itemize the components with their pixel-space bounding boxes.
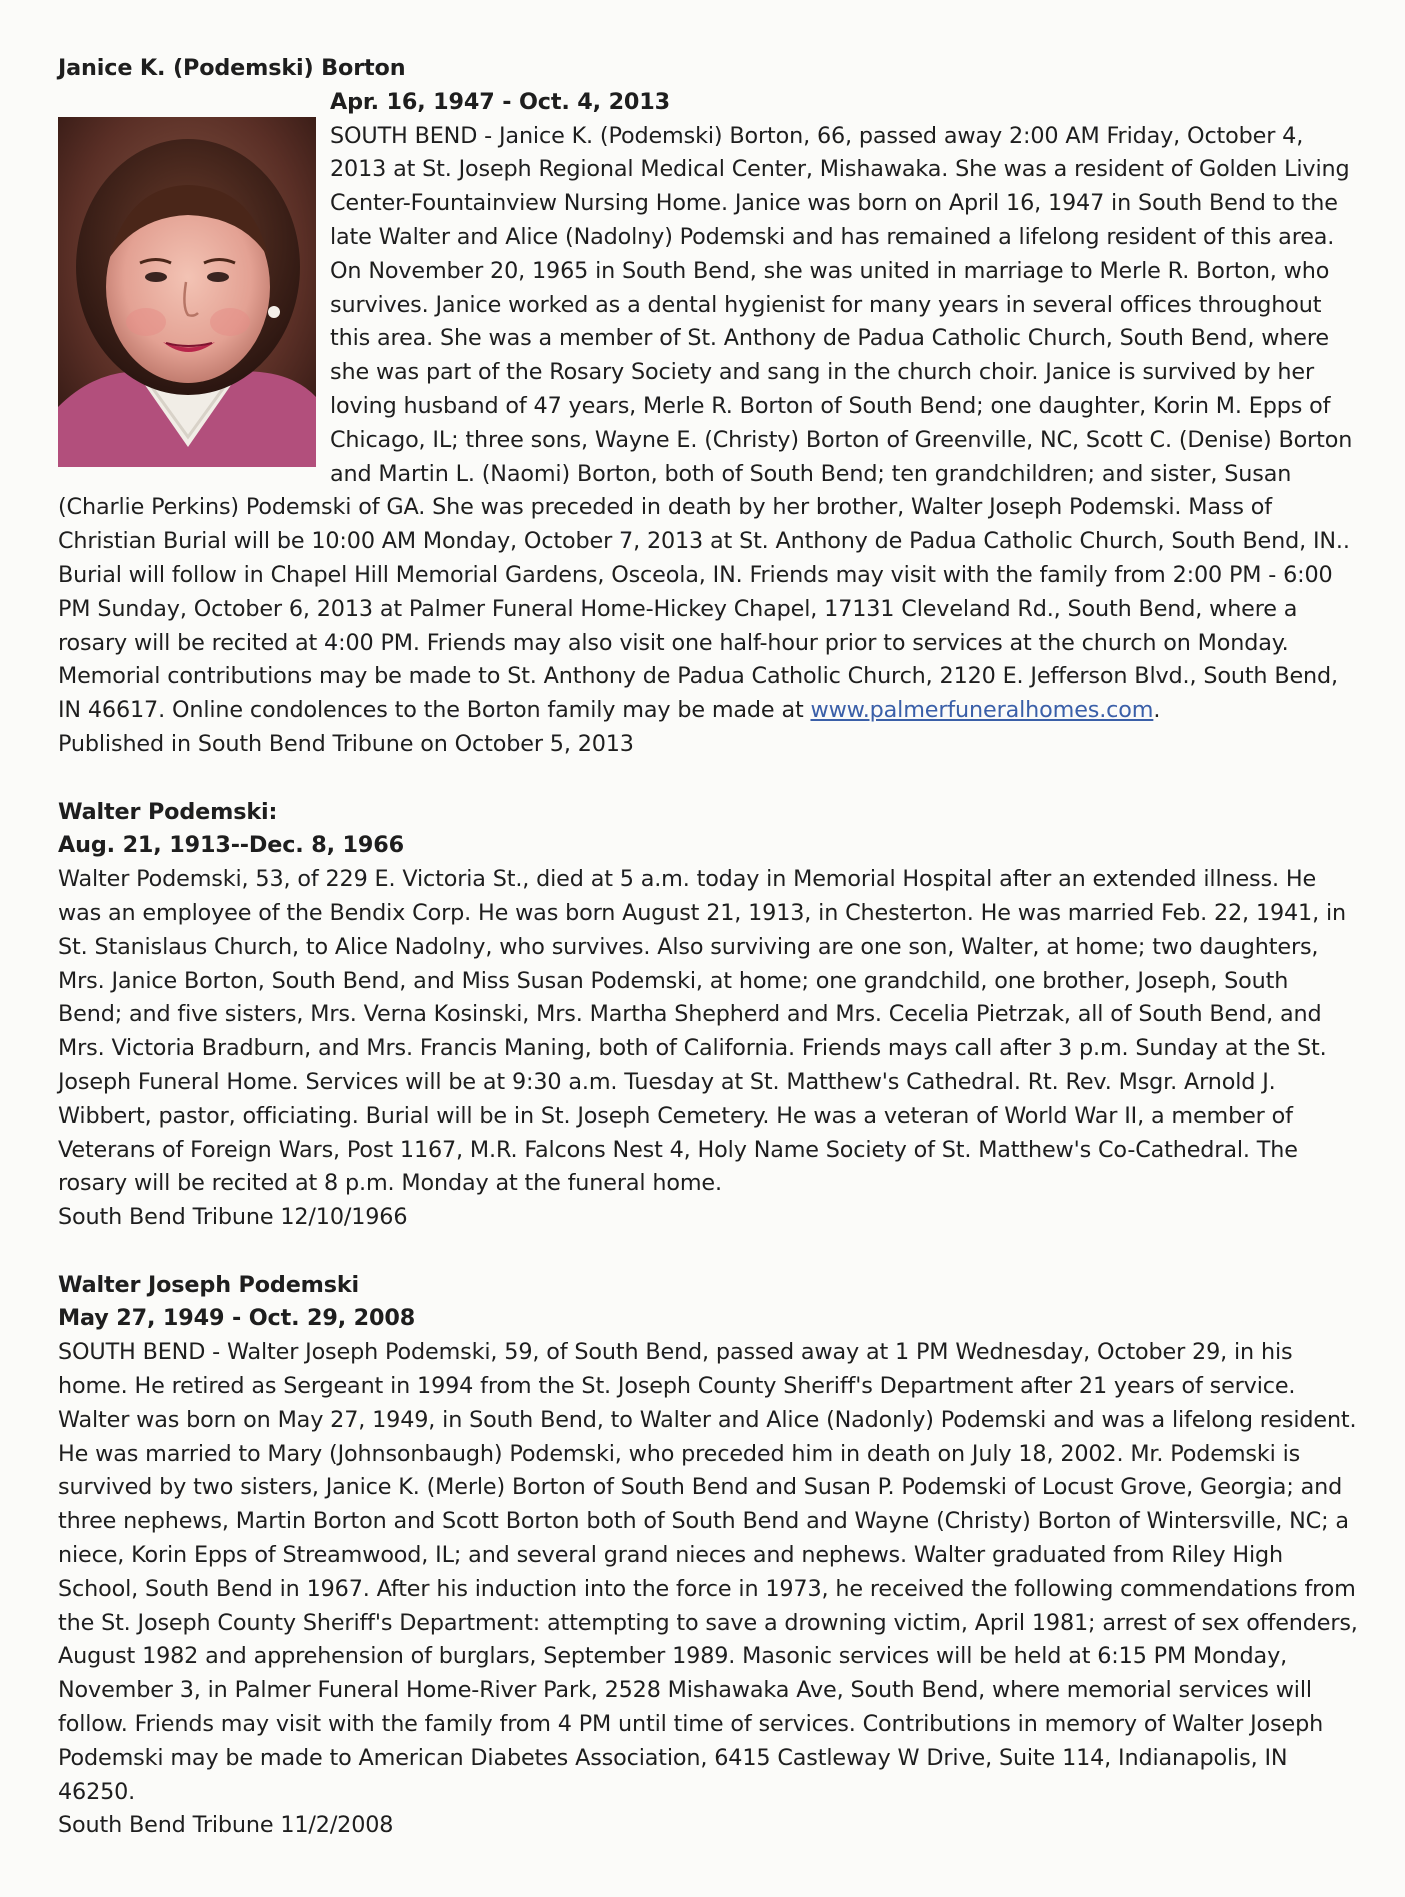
portrait-photo-image: [58, 117, 316, 467]
obituary-walter-podemski: [58, 796, 1358, 1235]
obituary-body-text: SOUTH BEND - Janice K. (Podemski) Borton, 66, passed away 2:00 AM Friday, October 4, 2013 at St. Joseph Regional Medical Center, Mishawaka. She was a resident of Golden Living Center-Fountainview Nursing Home. Janice was born on April 16, 1947 in South Bend to the late Walter and Alice (Nadolny) Podemski and has remained a lifelong resident of this area. On November 20, 1965 in South Bend, she was united in marriage to Merle R. Borton, who survives. Janice worked as a dental hygienist for many years in several offices throughout this area. She was a member of St. Anthony de Padua Catholic Church, South Bend, where she was part of the Rosary Society and sang in the church choir. Janice is survived by her loving husband of 47 years, Merle R. Borton of South Bend; one daughter, Korin M. Epps of Chicago, IL; three sons, Wayne E. (Christy) Borton of Greenville, NC, Scott C. (Denise) Borton and Martin L. (Naomi) Borton, both of South Bend; ten grandchildren; and sister, Susan (Charlie Perkins) Podemski of GA. She was preceded in death by her brother, Walter Joseph Podemski. Mass of Christian Burial will be 10:00 AM Monday, October 7, 2013 at St. Anthony de Padua Catholic Church, South Bend, IN.. Burial will follow in Chapel Hill Memorial Gardens, Osceola, IN. Friends may visit with the family from 2:00 PM - 6:00 PM Sunday, October 6, 2013 at Palmer Funeral Home-Hickey Chapel, 17131 Cleveland Rd., South Bend, where a rosary will be recited at 4:00 PM. Friends may also visit one half-hour prior to services at the church on Monday. Memorial contributions may be made to St. Anthony de Padua Catholic Church, 2120 E. Jefferson Blvd., South Bend, IN 46617. Online condolences to the Borton family may be made at: [58, 122, 1353, 724]
obituary-source: South Bend Tribune 11/2/2008: [58, 1812, 394, 1839]
obituary-janice-borton: [58, 52, 1358, 762]
obituary-body-end: .: [1153, 697, 1161, 724]
obituary-dates: May 27, 1949 - Oct. 29, 2008: [58, 1305, 416, 1332]
obituary-source: South Bend Tribune 12/10/1966: [58, 1204, 408, 1231]
obituary-dates: Apr. 16, 1947 - Oct. 4, 2013: [330, 88, 671, 115]
portrait-photo: [58, 117, 316, 467]
obituary-name: Walter Joseph Podemski: [58, 1271, 360, 1298]
obituary-dates: Aug. 21, 1913--Dec. 8, 1966: [58, 832, 404, 859]
obituary-source: Published in South Bend Tribune on October 5, 2013: [58, 730, 634, 757]
obituary-name: Janice K. (Podemski) Borton: [58, 55, 406, 81]
obituary-name: Walter Podemski:: [58, 798, 278, 825]
obituary-body: Walter Podemski, 53, of 229 E. Victoria St., died at 5 a.m. today in Memorial Hospital after an extended illness. He was an employee of the Bendix Corp. He was born August 21, 1913, in Chesterton. He was married Feb. 22, 1941, in St. Stanislaus Church, to Alice Nadolny, who survives. Also surviving are one son, Walter, at home; two daughters, Mrs. Janice Borton, South Bend, and Miss Susan Podemski, at home; one grandchild, one brother, Joseph, South Bend; and five sisters, Mrs. Verna Kosinski, Mrs. Martha Shepherd and Mrs. Cecelia Pietrzak, all of South Bend, and Mrs. Victoria Bradburn, and Mrs. Francis Maning, both of California. Friends mays call after 3 p.m. Sunday at the St. Joseph Funeral Home. Services will be at 9:30 a.m. Tuesday at St. Matthew's Cathedral. Rt. Rev. Msgr. Arnold J. Wibbert, pastor, officiating. Burial will be in St. Joseph Cemetery. He was a veteran of World War II, a member of Veterans of Foreign Wars, Post 1167, M.R. Falcons Nest 4, Holy Name Society of St. Matthew's Co-Cathedral. The rosary will be recited at 8 p.m. Monday at the funeral home.: [58, 866, 1346, 1197]
obituary-document: [58, 52, 1358, 1843]
obituary-body: SOUTH BEND - Walter Joseph Podemski, 59, of South Bend, passed away at 1 PM Wednesday, October 29, in his home. He retired as Sergeant in 1994 from the St. Joseph County Sheriff's Department after 21 years of service. Walter was born on May 27, 1949, in South Bend, to Walter and Alice (Nadonly) Podemski and was a lifelong resident. He was married to Mary (Johnsonbaugh) Podemski, who preceded him in death on July 18, 2002. Mr. Podemski is survived by two sisters, Janice K. (Merle) Borton of South Bend and Susan P. Podemski of Locust Grove, Georgia; and three nephews, Martin Borton and Scott Borton both of South Bend and Wayne (Christy) Borton of Wintersville, NC; a niece, Korin Epps of Streamwood, IL; and several grand nieces and nephews. Walter graduated from Riley High School, South Bend in 1967. After his induction into the force in 1973, he received the following commendations from the St. Joseph County Sheriff's Department: attempting to save a drowning victim, April 1981; arrest of sex offenders, August 1982 and apprehension of burglars, September 1989. Masonic services will be held at 6:15 PM Monday, November 3, in Palmer Funeral Home-River Park, 2528 Mishawaka Ave, South Bend, where memorial services will follow. Friends may visit with the family from 4 PM until time of services. Contributions in memory of Walter Joseph Podemski may be made to American Diabetes Association, 6415 Castleway W Drive, Suite 114, Indianapolis, IN 46250.: [58, 1339, 1358, 1805]
funeral-home-link[interactable]: www.palmerfuneralhomes.com: [810, 697, 1154, 724]
obituary-walter-joseph-podemski: [58, 1269, 1358, 1844]
